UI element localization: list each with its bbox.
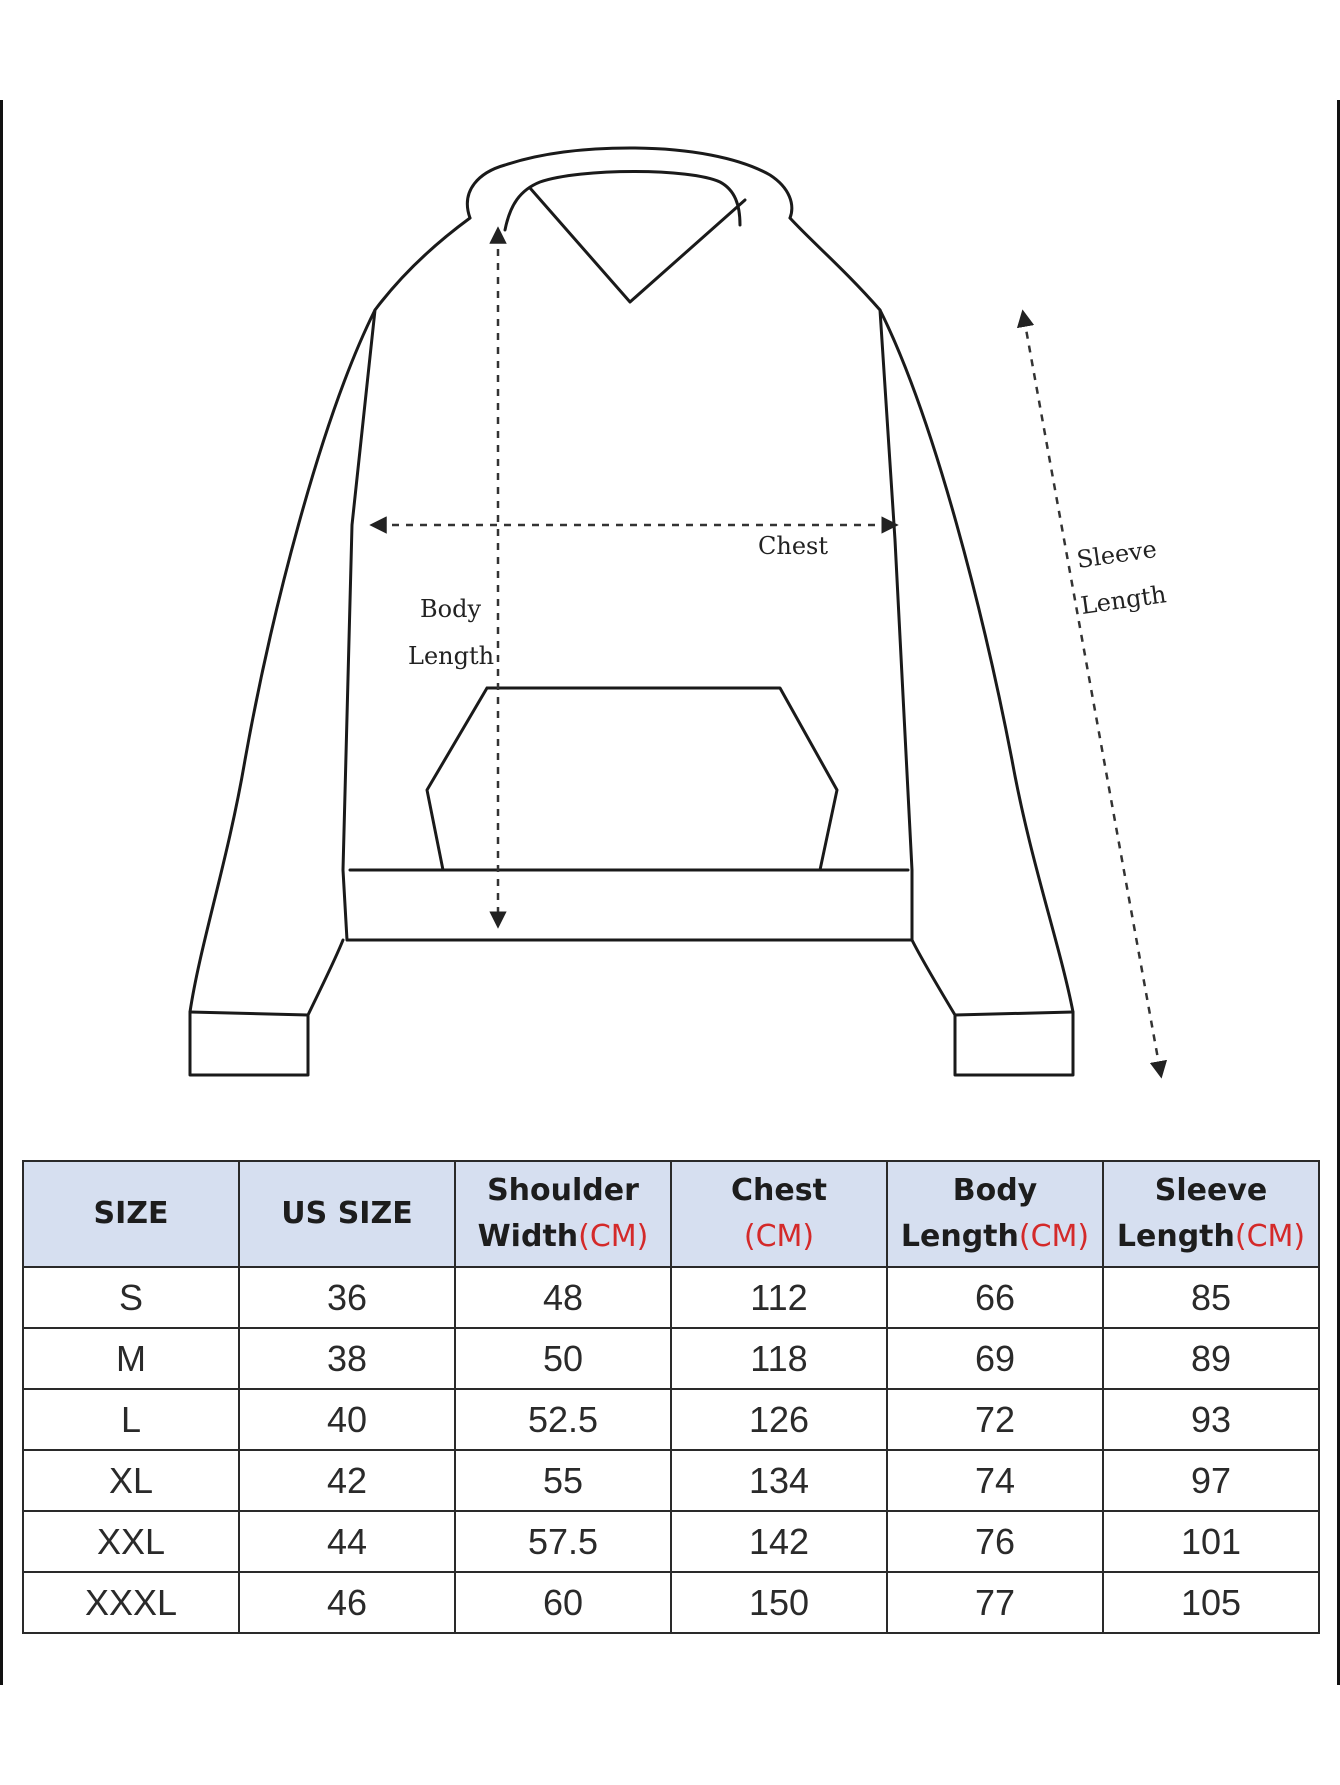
- table-row: [23, 1572, 1319, 1633]
- header-text-line1: Chest: [731, 1173, 827, 1208]
- header-text: Length: [1116, 1219, 1235, 1254]
- table-cell-sleeve-length: 105: [1103, 1572, 1319, 1633]
- table-row: [23, 1450, 1319, 1511]
- header-text-line2: [1104, 1214, 1318, 1260]
- table-cell-us-size: 38: [239, 1328, 455, 1389]
- table-cell-body-length: 74: [887, 1450, 1103, 1511]
- hoodie-left-cuff: [190, 1012, 308, 1015]
- table-cell-shoulder-width: 50: [455, 1328, 671, 1389]
- header-unit: (CM): [1234, 1219, 1306, 1254]
- table-cell-us-size: 42: [239, 1450, 455, 1511]
- hoodie-right-cuff: [955, 1012, 1073, 1015]
- body-length-label-line2: Length: [408, 642, 495, 670]
- header-text-line2: [672, 1214, 886, 1260]
- header-text: Width: [477, 1219, 579, 1254]
- header-chest: [671, 1161, 887, 1267]
- header-text-line1: Sleeve: [1154, 1173, 1268, 1208]
- table-cell-chest: 118: [671, 1328, 887, 1389]
- table-cell-us-size: 44: [239, 1511, 455, 1572]
- table-cell-sleeve-length: 85: [1103, 1267, 1319, 1328]
- table-cell-shoulder-width: 52.5: [455, 1389, 671, 1450]
- table-cell-chest: 142: [671, 1511, 887, 1572]
- table-cell-sleeve-length: 93: [1103, 1389, 1319, 1450]
- table-cell-body-length: 69: [887, 1328, 1103, 1389]
- table-cell-body-length: 72: [887, 1389, 1103, 1450]
- table-cell-size: L: [23, 1389, 239, 1450]
- table-cell-chest: 150: [671, 1572, 887, 1633]
- header-text-line1: Shoulder: [487, 1173, 639, 1208]
- header-body-length: [887, 1161, 1103, 1267]
- table-cell-body-length: 77: [887, 1572, 1103, 1633]
- table-body: [23, 1267, 1319, 1633]
- header-us-size: [239, 1161, 455, 1267]
- table-cell-shoulder-width: 55: [455, 1450, 671, 1511]
- table-row: [23, 1328, 1319, 1389]
- table-cell-shoulder-width: 48: [455, 1267, 671, 1328]
- table-cell-chest: 134: [671, 1450, 887, 1511]
- header-text-line2: [456, 1214, 670, 1260]
- table-cell-chest: 112: [671, 1267, 887, 1328]
- table-cell-us-size: 40: [239, 1389, 455, 1450]
- table-cell-sleeve-length: 101: [1103, 1511, 1319, 1572]
- header-text-line1: US SIZE: [281, 1196, 413, 1231]
- header-text: Length: [900, 1219, 1019, 1254]
- hoodie-right-sleeve: [880, 310, 1073, 1075]
- table-header-row: [23, 1161, 1319, 1267]
- header-text-line2: [888, 1214, 1102, 1260]
- table-cell-shoulder-width: 60: [455, 1572, 671, 1633]
- table-cell-size: M: [23, 1328, 239, 1389]
- hoodie-hood: [467, 148, 791, 218]
- hoodie-pocket: [427, 688, 837, 870]
- table-row: [23, 1389, 1319, 1450]
- table-cell-us-size: 46: [239, 1572, 455, 1633]
- table-cell-body-length: 66: [887, 1267, 1103, 1328]
- header-size: [23, 1161, 239, 1267]
- table-cell-chest: 126: [671, 1389, 887, 1450]
- table-cell-us-size: 36: [239, 1267, 455, 1328]
- sleeve-length-label-line1: Sleeve: [1074, 535, 1159, 574]
- header-unit: (CM): [1018, 1219, 1090, 1254]
- header-unit: (CM): [743, 1219, 815, 1254]
- table-cell-body-length: 76: [887, 1511, 1103, 1572]
- table-row: [23, 1267, 1319, 1328]
- body-length-label-line1: Body: [420, 595, 482, 623]
- table-cell-size: XL: [23, 1450, 239, 1511]
- sleeve-length-measure-line: [1024, 318, 1160, 1070]
- header-text-line1: SIZE: [93, 1196, 169, 1231]
- header-unit: (CM): [578, 1219, 649, 1254]
- chest-label: Chest: [758, 532, 828, 560]
- table-cell-size: XXXL: [23, 1572, 239, 1633]
- header-text-line1: Body: [952, 1173, 1038, 1208]
- size-chart-table: [22, 1160, 1320, 1634]
- hoodie-neckline: [530, 188, 745, 302]
- table-cell-size: S: [23, 1267, 239, 1328]
- table-row: [23, 1511, 1319, 1572]
- header-sleeve-length: [1103, 1161, 1319, 1267]
- header-shoulder-width: [455, 1161, 671, 1267]
- table-cell-shoulder-width: 57.5: [455, 1511, 671, 1572]
- table-cell-size: XXL: [23, 1511, 239, 1572]
- sleeve-length-label-line2: Length: [1078, 580, 1169, 620]
- table-cell-sleeve-length: 89: [1103, 1328, 1319, 1389]
- table-cell-sleeve-length: 97: [1103, 1450, 1319, 1511]
